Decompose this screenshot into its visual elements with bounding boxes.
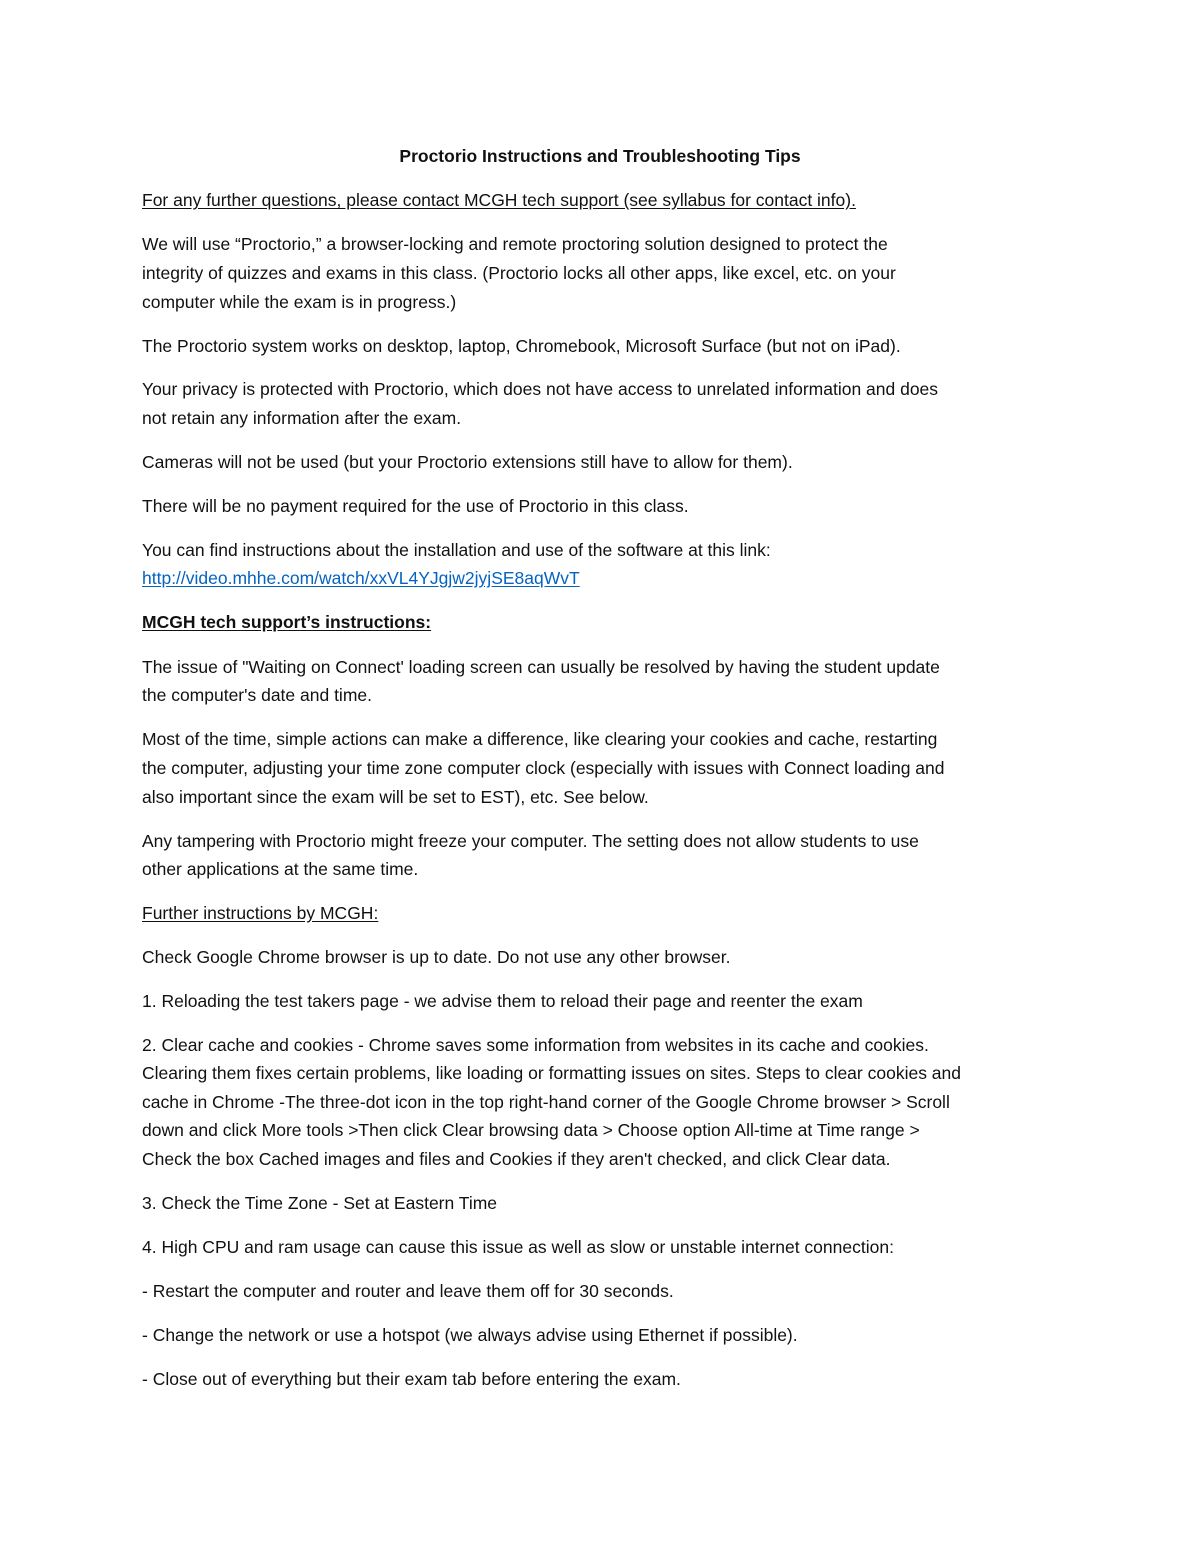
simple-actions-line-1: Most of the time, simple actions can make a difference, like clearing your cookies and cache, restarting — [142, 729, 938, 749]
cameras-paragraph: Cameras will not be used (but your Proctorio extensions still have to allow for them). — [142, 452, 793, 472]
step-2-line-4: down and click More tools >Then click Clear browsing data > Choose option All-time at Time range > — [142, 1120, 920, 1140]
waiting-issue-line-2: the computer's date and time. — [142, 685, 372, 705]
document-title: Proctorio Instructions and Troubleshooting Tips — [399, 146, 801, 166]
contact-note: For any further questions, please contact MCGH tech support (see syllabus for contact info). — [142, 190, 856, 210]
tip-restart: - Restart the computer and router and leave them off for 30 seconds. — [142, 1281, 674, 1301]
step-1: 1. Reloading the test takers page - we advise them to reload their page and reenter the exam — [142, 991, 863, 1011]
simple-actions-line-3: also important since the exam will be set to EST), etc. See below. — [142, 787, 649, 807]
step-2-line-1: 2. Clear cache and cookies - Chrome saves some information from websites in its cache and cookies. — [142, 1035, 929, 1055]
step-3: 3. Check the Time Zone - Set at Eastern Time — [142, 1193, 498, 1213]
instructions-link[interactable]: http://video.mhhe.com/watch/xxVL4YJgjw2jyjSE8aqWvT — [142, 568, 580, 588]
further-heading: Further instructions by MCGH: — [142, 903, 379, 923]
privacy-line-2: not retain any information after the exam. — [142, 408, 462, 428]
step-2-line-2: Clearing them fixes certain problems, like loading or formatting issues on sites. Steps to clear cookies and — [142, 1063, 962, 1083]
tip-close-out: - Close out of everything but their exam tab before entering the exam. — [142, 1369, 681, 1389]
intro-line-1: We will use “Proctorio,” a browser-locking and remote proctoring solution designed to protect the — [142, 234, 888, 254]
tip-network: - Change the network or use a hotspot (we always advise using Ethernet if possible). — [142, 1325, 798, 1345]
step-4: 4. High CPU and ram usage can cause this issue as well as slow or unstable internet connection: — [142, 1237, 894, 1257]
step-2-line-5: Check the box Cached images and files and Cookies if they aren't checked, and click Clear data. — [142, 1149, 891, 1169]
intro-line-3: computer while the exam is in progress.) — [142, 292, 457, 312]
tampering-line-1: Any tampering with Proctorio might freeze your computer. The setting does not allow students to use — [142, 831, 919, 851]
simple-actions-line-2: the computer, adjusting your time zone computer clock (especially with issues with Connect loading and — [142, 758, 945, 778]
payment-paragraph: There will be no payment required for the use of Proctorio in this class. — [142, 496, 689, 516]
instructions-intro: You can find instructions about the installation and use of the software at this link: — [142, 540, 771, 560]
chrome-check: Check Google Chrome browser is up to date. Do not use any other browser. — [142, 947, 731, 967]
tampering-line-2: other applications at the same time. — [142, 859, 419, 879]
privacy-line-1: Your privacy is protected with Proctorio, which does not have access to unrelated information and does — [142, 379, 939, 399]
intro-line-2: integrity of quizzes and exams in this class. (Proctorio locks all other apps, like excel, etc. on your — [142, 263, 896, 283]
waiting-issue-line-1: The issue of "Waiting on Connect' loading screen can usually be resolved by having the student update — [142, 657, 940, 677]
support-heading: MCGH tech support’s instructions: — [142, 612, 432, 632]
devices-paragraph: The Proctorio system works on desktop, laptop, Chromebook, Microsoft Surface (but not on iPad). — [142, 336, 901, 356]
step-2-line-3: cache in Chrome -The three-dot icon in the top right-hand corner of the Google Chrome browser > Scroll — [142, 1092, 950, 1112]
